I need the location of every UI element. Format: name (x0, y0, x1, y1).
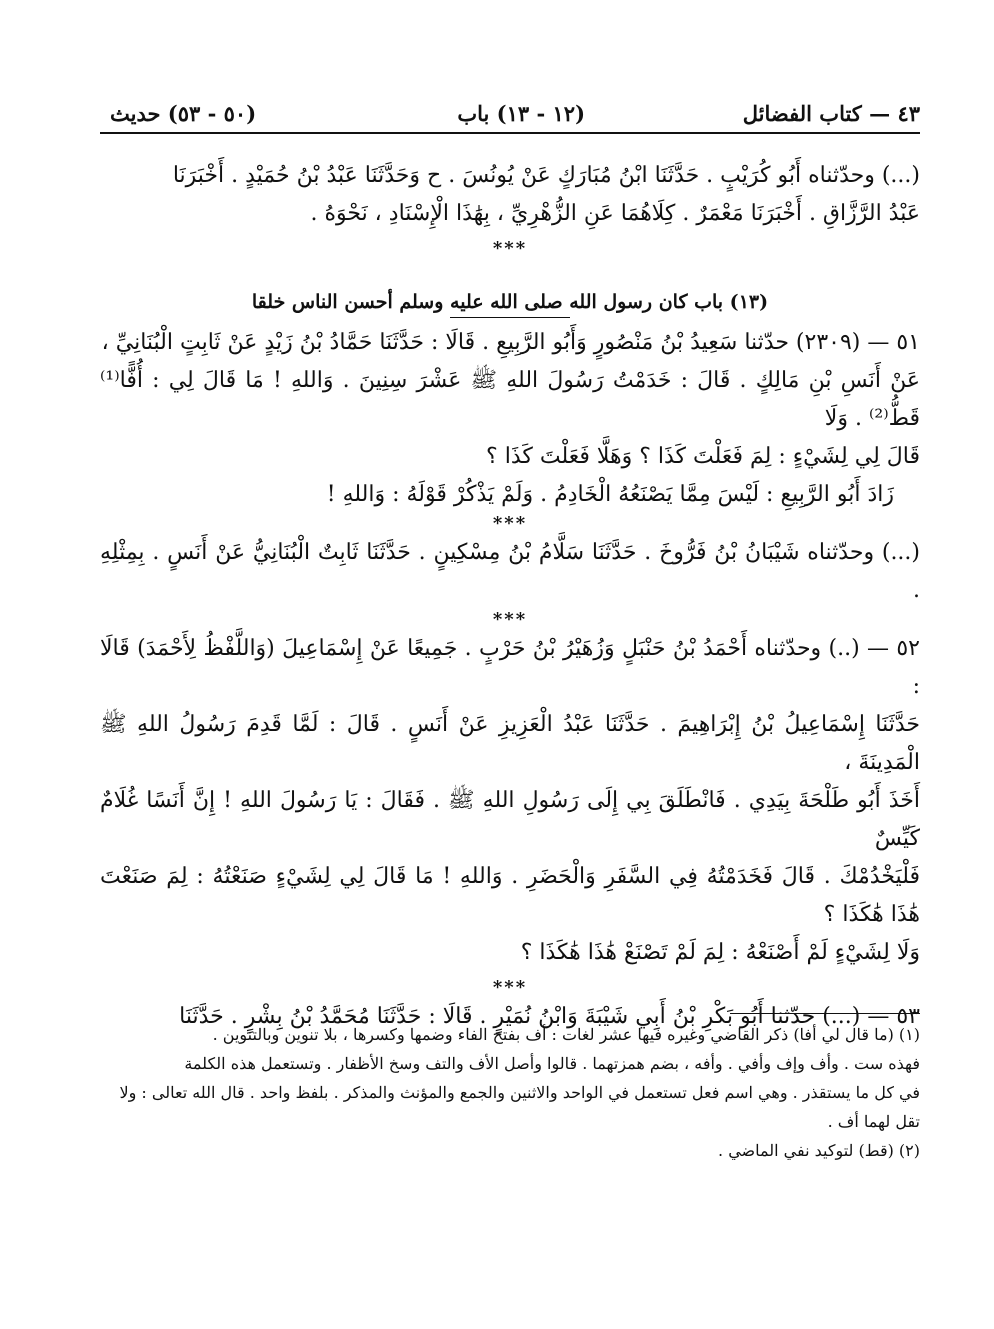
chapter-underline (450, 317, 570, 318)
hadith-text-line: عَنْ أَنَسِ بْنِ مَالِكٍ . قَالَ : خَدَمْتُ رَسُولَ اللهِ ﷺ عَشْرَ سِنِينَ . وَاللهِ ! مَا قَالَ لِي : أُفًّا⁽¹⁾ قَطُّ⁽²⁾ . وَلَا (100, 368, 920, 431)
hadith-text-line: (...) وحدّثناه أَبُو كُرَيْبٍ . حَدَّثَنَا ابْنُ مُبَارَكٍ عَنْ يُونُسَ . ح وَحَدَّثَنَا عَبْدُ بْنُ حُمَيْدٍ . أَخْبَرَنَا (172, 163, 920, 188)
hadith-text-line: حَدَّثَنَا إِسْمَاعِيلُ بْنُ إِبْرَاهِيمَ . حَدَّثَنَا عَبْدُ الْعَزِيزِ عَنْ أَنَسٍ . قَالَ : لَمَّا قَدِمَ رَسُولُ اللهِ ﷺ الْمَدِينَةَ ، (100, 712, 920, 775)
hadith-text-line: قَالَ لِي لِشَيْءٍ : لِمَ فَعَلْتَ كَذَا ؟ وَهَلَّا فَعَلْتَ كَذَا ؟ (486, 444, 920, 469)
section-separator: *** (492, 977, 528, 998)
chapter-title: (١٣) باب كان رسول الله صلى الله عليه وسلم أحسن الناس خلقا (251, 291, 769, 313)
hadith-text-line: عَبْدُ الرَّزَّاقِ . أَخْبَرَنَا مَعْمَرٌ . كِلَاهُمَا عَنِ الزُّهْرِيِّ ، بِهَٰذَا الْإِسْنَادِ ، نَحْوَهُ . (310, 201, 920, 226)
hadith-text-line: وَلَا لِشَيْءٍ لَمْ أَصْنَعْهُ : لِمَ لَمْ تَصْنَعْ هَٰذَا هَٰكَذَا ؟ (520, 940, 920, 965)
book-page (100, 95, 920, 133)
hadith-text-line: زَادَ أَبُو الرَّبِيعِ : لَيْسَ مِمَّا يَصْنَعُهُ الْخَادِمُ . وَلَمْ يَذْكُرْ قَوْلَهُ : وَاللهِ ! (326, 482, 894, 507)
main-text (100, 157, 920, 1036)
hadith-text-line: ٥٢ — (..) وحدّثناه أَحْمَدُ بْنُ حَنْبَلٍ وَزُهَيْرُ بْنُ حَرْبٍ . جَمِيعًا عَنْ إِسْمَاعِيلَ (وَاللَّفْظُ لِأَحْمَدَ) قَالَا : (100, 636, 920, 699)
header-hadith-range: (٥٠ - ٥٣) حديث (110, 101, 257, 126)
hadith-text-line: (...) وحدّثناه شَيْبَانُ بْنُ فَرُّوخَ . حَدَّثَنَا سَلَّامُ بْنُ مِسْكِينٍ . حَدَّثَنَا ثَابِتٌ الْبُنَانِيُّ عَنْ أَنَسٍ . بِمِثْلِهِ . (100, 540, 920, 603)
footnote-rule (730, 1013, 920, 1014)
hadith-text-line: ٥١ — (٢٣٠٩) حدّثنا سَعِيدُ بْنُ مَنْصُورٍ وَأَبُو الرَّبِيعِ . قَالَا : حَدَّثَنَا حَمَّادُ بْنُ زَيْدٍ عَنْ ثَابِتٍ الْبُنَانِيِّ ، (101, 330, 920, 355)
section-separator: *** (492, 609, 528, 630)
footnote-line: (١) (ما قال لي أفا) ذكر القاضي وغيره فيها عشر لغات : أف بفتح الفاء وضمها وكسرها ، بلا تنوين وبالتنوين . (212, 1025, 920, 1044)
footnote-line: فهذه ست . وأف وإف وأفي . وأفه ، بضم همزتهما . قالوا وأصل الأف والتف وسخ الأظفار . وتستعمل هذه الكلمة (184, 1054, 920, 1073)
section-separator: *** (492, 238, 528, 259)
header-book-title: ٤٣ — كتاب الفضائل (742, 101, 920, 126)
footnote-line: في كل ما يستقذر . وهي اسم فعل تستعمل في الواحد والاثنين والجمع والمؤنث والمذكر . بلفظ واحد . قال الله تعالى : ولا (119, 1083, 920, 1102)
section-separator: *** (492, 513, 528, 534)
hadith-text-line: ٥٣ — (...) حدّثنا أَبُو بَكْرِ بْنُ أَبِي شَيْبَةَ وَابْنُ نُمَيْرٍ . قَالَا : حَدَّثَنَا مُحَمَّدُ بْنُ بِشْرٍ . حَدَّثَنَا (179, 1004, 920, 1029)
page-header (100, 95, 920, 133)
footnotes (100, 1020, 920, 1165)
footnote-line: (٢) (قط) لتوكيد نفي الماضي . (718, 1141, 920, 1160)
header-chapter-range: (١٢ - ١٣) باب (457, 101, 585, 126)
hadith-text-line: أَخَذَ أَبُو طَلْحَةَ بِيَدِي . فَانْطَلَقَ بِي إِلَى رَسُولِ اللهِ ﷺ . فَقَالَ : يَا رَسُولَ اللهِ ! إِنَّ أَنَسًا غُلَامٌ كَيِّسٌ (100, 788, 920, 851)
hadith-text-line: فَلْيَخْدُمْكَ . قَالَ فَخَدَمْتُهُ فِي السَّفَرِ وَالْحَضَرِ . وَاللهِ ! مَا قَالَ لِي لِشَيْءٍ صَنَعْتُهُ : لِمَ صَنَعْتَ هَٰذَا هَٰكَذَا ؟ (100, 864, 920, 927)
header-rule (100, 132, 920, 134)
footnote-line: تقل لهما أف . (827, 1112, 920, 1131)
